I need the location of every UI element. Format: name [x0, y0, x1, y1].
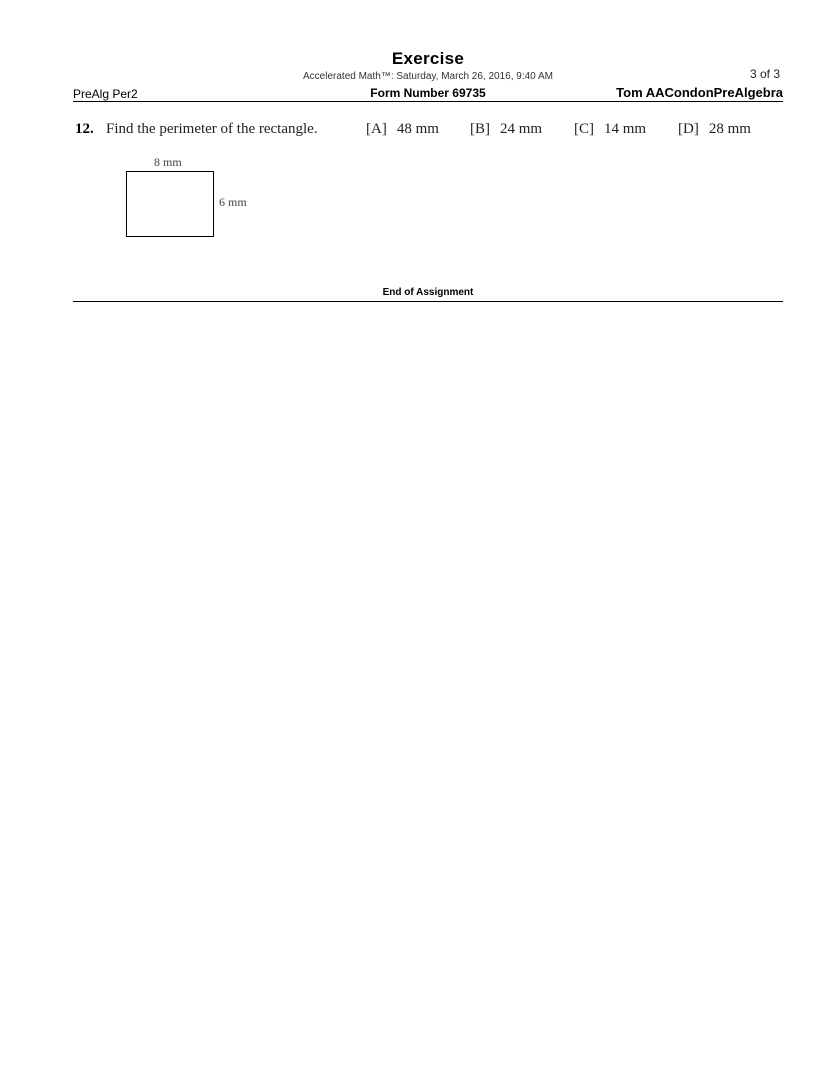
choice-d [678, 121, 751, 138]
rectangle-height-label: 6 mm [219, 195, 247, 209]
end-of-assignment: End of Assignment [382, 287, 474, 298]
choice-letter: [B] [470, 121, 490, 137]
question-number: 12. [75, 121, 94, 137]
student-name: Tom AACondonPreAlgebra [616, 85, 783, 100]
rectangle-width-label: 8 mm [154, 155, 182, 169]
choice-letter: [D] [678, 121, 699, 137]
worksheet-title: Exercise [391, 49, 465, 68]
choice-value: 14 mm [604, 121, 647, 137]
footer-divider [73, 301, 783, 302]
choice-value: 28 mm [708, 121, 751, 137]
header-divider [73, 101, 783, 102]
choice-b [470, 121, 542, 138]
form-number: Form Number 69735 [370, 86, 486, 100]
choice-c [574, 121, 646, 138]
question-text: Find the perimeter of the rectangle. [106, 121, 318, 137]
rectangle-figure [126, 171, 214, 237]
page-indicator: 3 of 3 [749, 67, 780, 81]
choice-value: 24 mm [500, 121, 543, 137]
worksheet-subtitle: Accelerated Math™: Saturday, March 26, 2016, 9:40 AM [303, 71, 553, 82]
choice-letter: [A] [366, 121, 387, 137]
choice-letter: [C] [574, 121, 594, 137]
class-name: PreAlg Per2 [73, 87, 138, 101]
choice-value: 48 mm [396, 121, 439, 137]
choice-a [366, 121, 439, 138]
